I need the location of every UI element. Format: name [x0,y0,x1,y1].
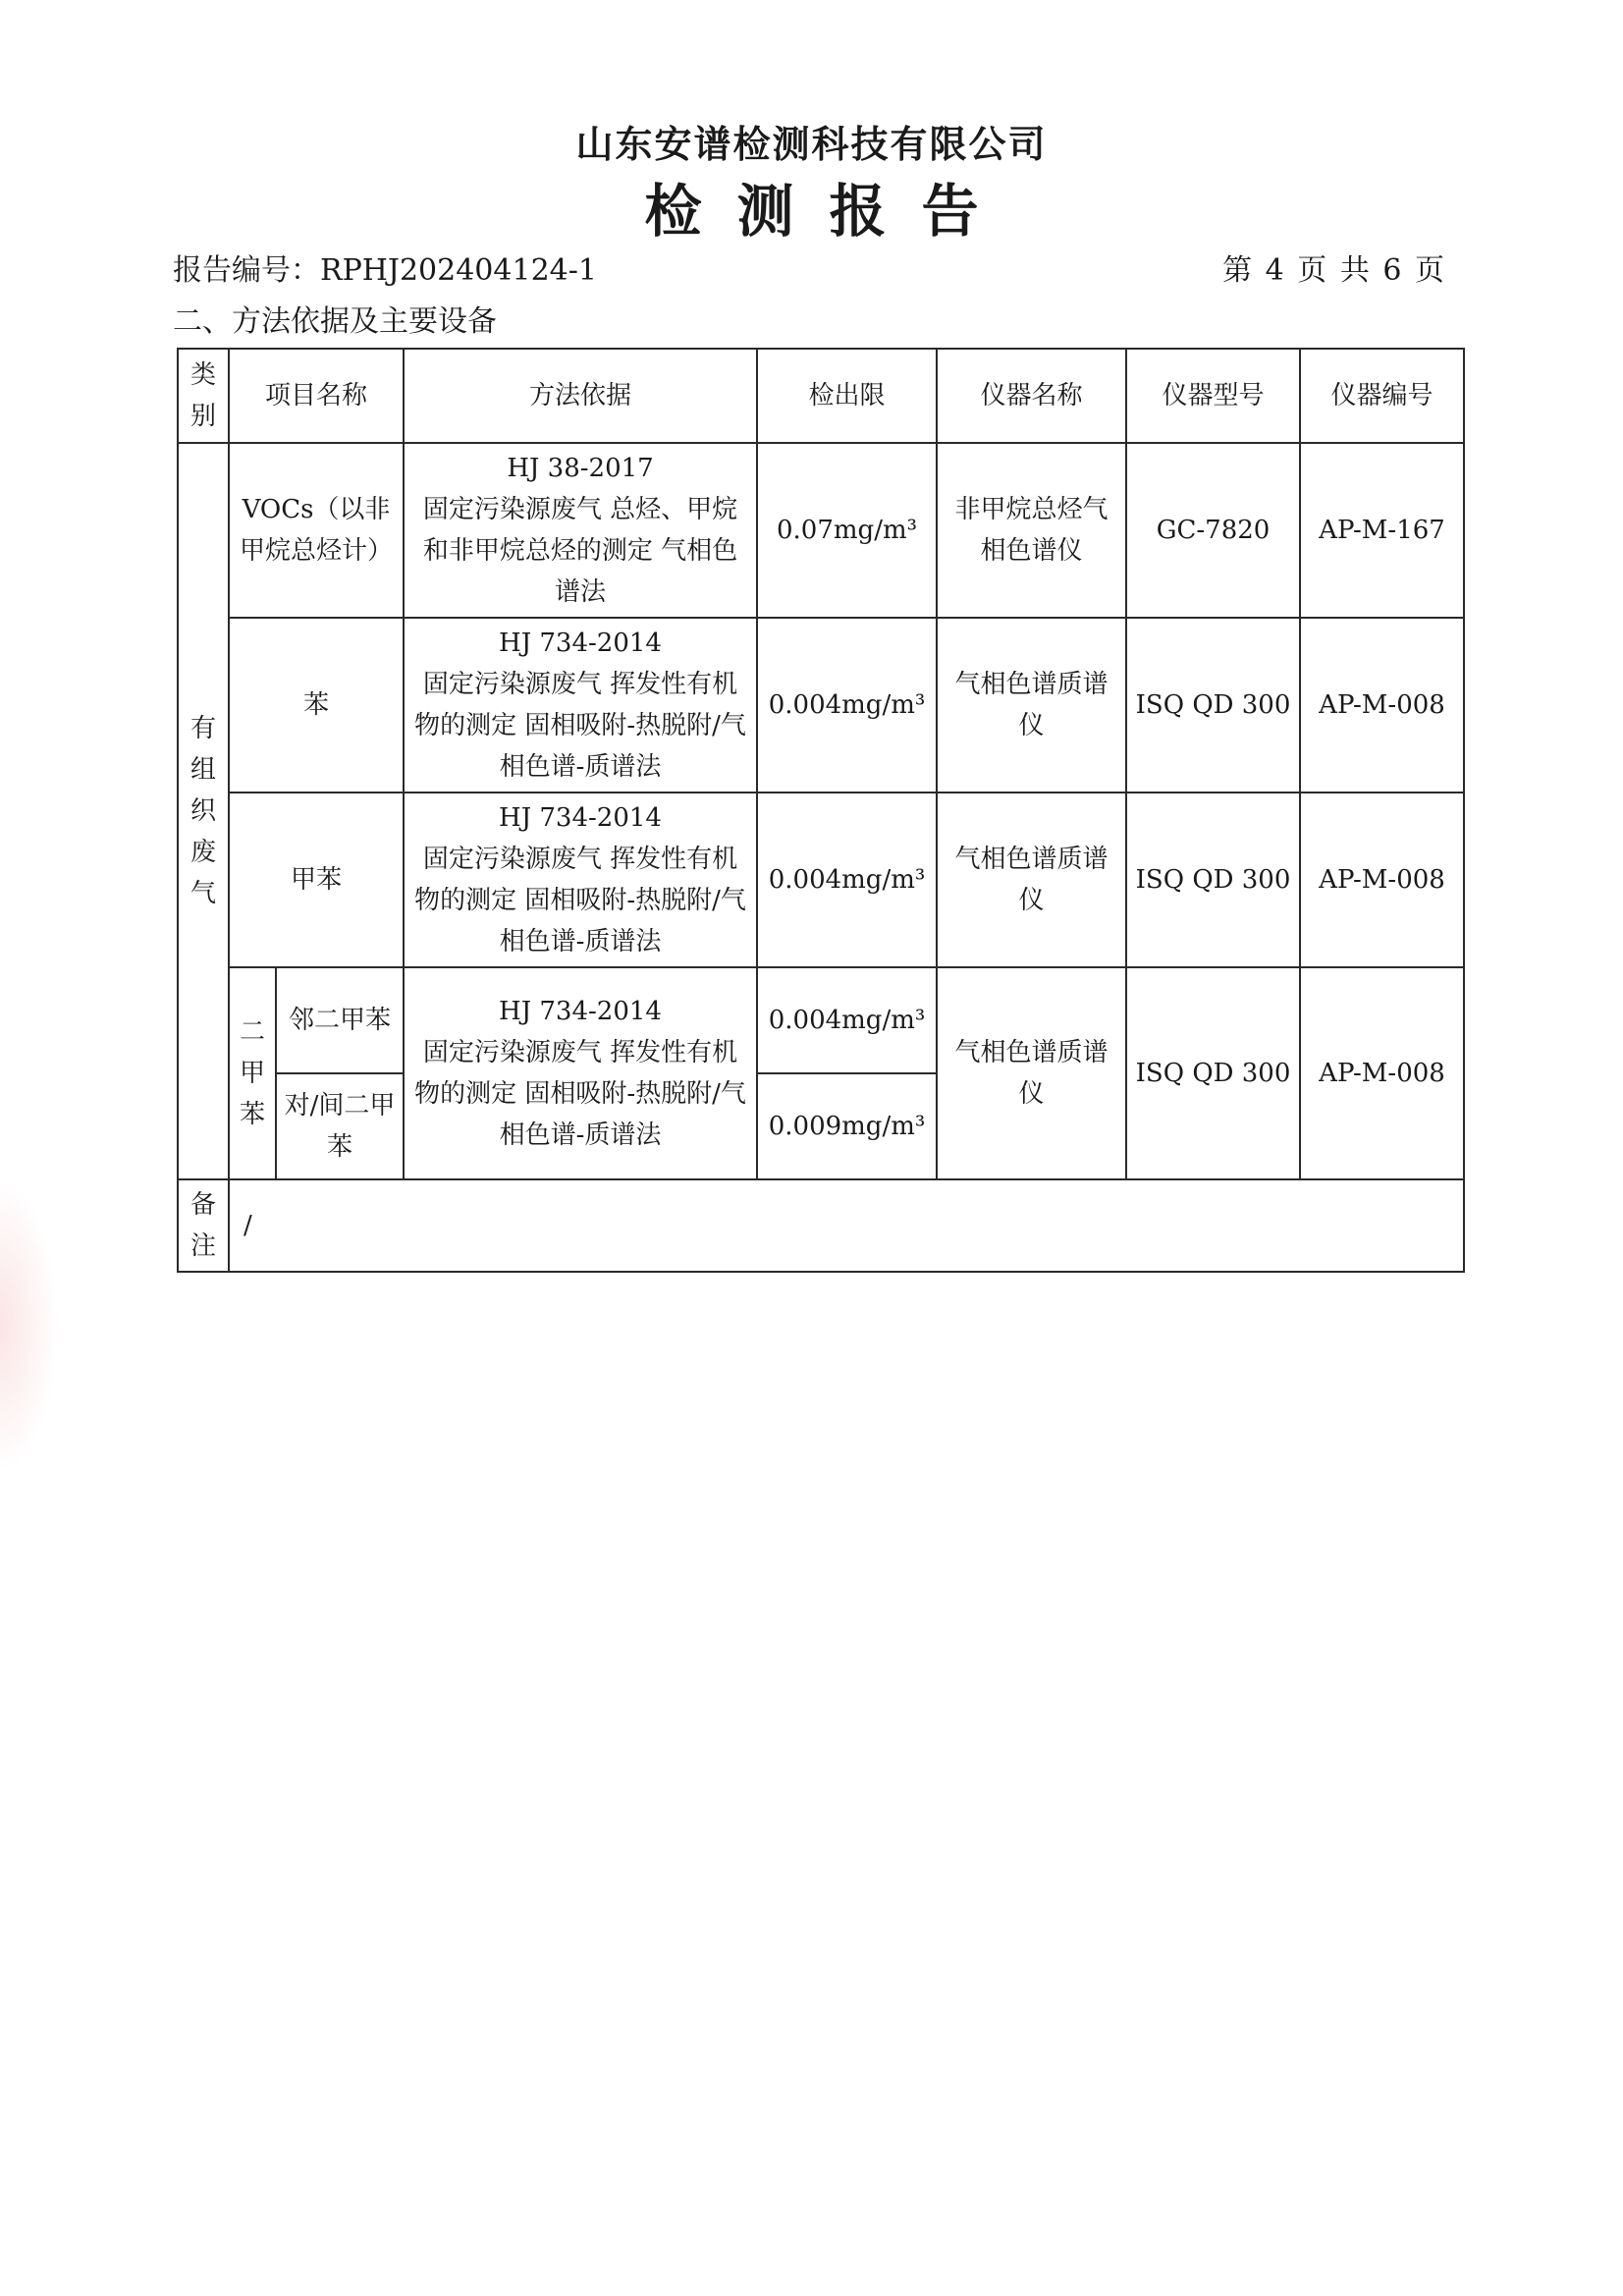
limit-cell: 0.004mg/m³ [757,967,937,1073]
model-cell: GC-7820 [1126,443,1300,618]
method-name: 固定污染源废气 挥发性有机物的测定 固相吸附-热脱附/气相色谱-质谱法 [414,1038,746,1150]
instrument-cell: 气相色谱质谱仪 [937,793,1126,967]
method-code: HJ 734-2014 [499,629,662,658]
header-item: 项目名称 [229,349,404,443]
method-cell [404,443,757,618]
method-name: 固定污染源废气 挥发性有机物的测定 固相吸附-热脱附/气相色谱-质谱法 [414,670,746,782]
method-name: 固定污染源废气 挥发性有机物的测定 固相吸附-热脱附/气相色谱-质谱法 [414,845,746,957]
xylene-group-cell: 二甲苯 [229,967,276,1179]
table-row [178,967,1464,1073]
note-label: 备注 [178,1179,229,1272]
limit-cell: 0.009mg/m³ [757,1073,937,1179]
table-row [178,618,1464,793]
method-code: HJ 734-2014 [499,997,662,1026]
table-row [178,793,1464,967]
header-method: 方法依据 [404,349,757,443]
report-number: 报告编号：RPHJ202404124-1 [173,253,597,288]
header-instrument: 仪器名称 [937,349,1126,443]
limit-cell: 0.004mg/m³ [757,793,937,967]
seal-stamp-fragment [0,1178,59,1473]
xylene-sub2-cell: 对/间二甲苯 [276,1073,404,1179]
instrument-cell: 气相色谱质谱仪 [937,967,1126,1179]
method-cell [404,967,757,1179]
note-text: / [229,1179,1464,1272]
method-cell [404,618,757,793]
header-model: 仪器型号 [1126,349,1300,443]
method-name: 固定污染源废气 总烃、甲烷和非甲烷总烃的测定 气相色谱法 [422,495,738,607]
number-cell: AP-M-008 [1300,618,1464,793]
method-equipment-table [177,348,1465,1273]
item-cell: 苯 [229,618,404,793]
company-name: 山东安谱检测科技有限公司 [575,122,1048,166]
item-cell: 甲苯 [229,793,404,967]
model-cell: ISQ QD 300 [1126,618,1300,793]
limit-cell: 0.004mg/m³ [757,618,937,793]
method-cell [404,793,757,967]
model-cell: ISQ QD 300 [1126,793,1300,967]
method-code: HJ 38-2017 [507,454,654,483]
section-heading: 二、方法依据及主要设备 [173,304,497,339]
model-cell: ISQ QD 300 [1126,967,1300,1179]
instrument-cell: 非甲烷总烃气相色谱仪 [937,443,1126,618]
header-row [178,349,1464,443]
note-row [178,1179,1464,1272]
page-indicator: 第 4 页 共 6 页 [1222,253,1446,288]
xylene-sub1-cell: 邻二甲苯 [276,967,404,1073]
limit-cell: 0.07mg/m³ [757,443,937,618]
method-code: HJ 734-2014 [499,803,662,833]
header-number: 仪器编号 [1300,349,1464,443]
header-limit: 检出限 [757,349,937,443]
category-cell: 有组织废气 [178,443,229,1179]
table-row [178,443,1464,618]
instrument-cell: 气相色谱质谱仪 [937,618,1126,793]
number-cell: AP-M-167 [1300,443,1464,618]
number-cell: AP-M-008 [1300,793,1464,967]
report-title: 检测报告 [644,178,1014,245]
item-cell: VOCs（以非甲烷总烃计） [229,443,404,618]
header-category: 类别 [178,349,229,443]
number-cell: AP-M-008 [1300,967,1464,1179]
